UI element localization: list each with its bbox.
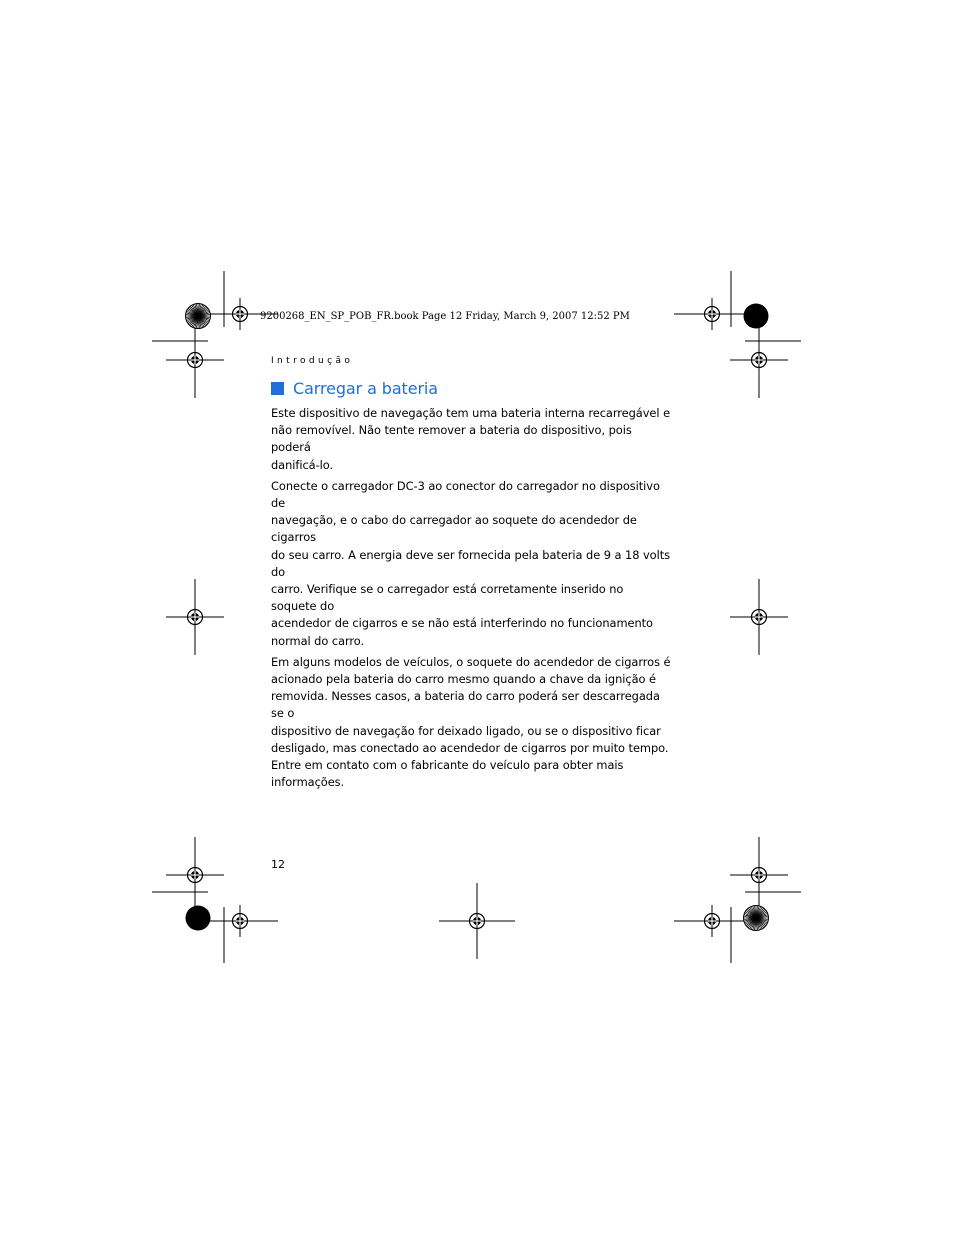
paragraph-1: Este dispositivo de navegação tem uma bateria interna recarregável e não removível. Não tente remover a bateria do dispositivo, pois poderá danificá-lo.	[271, 406, 671, 472]
solid-circle-icon	[186, 906, 211, 931]
section-label: Introdução	[271, 356, 354, 366]
page-number: 12	[271, 858, 285, 871]
crosshair-icon	[730, 322, 788, 398]
crosshair-icon	[730, 579, 788, 655]
paragraph-2: Conecte o carregador DC-3 ao conector do carregador no dispositivo de navegação, e o cabo do carregador ao soquete do acendedor de cigarros do seu carro. A energia deve ser fornecida pela bateria de 9 a 18 volts do carro. Verifique se o carregador está corretamente inserido no soquete do acendedor de cigarros e se não está interferindo no funcionamento normal do carro.	[271, 478, 671, 648]
crosshair-icon	[439, 883, 515, 959]
crosshair-icon	[166, 837, 224, 913]
crosshair-icon	[674, 905, 750, 937]
crosshair-icon	[674, 298, 750, 330]
crosshair-icon	[166, 322, 224, 398]
section-heading	[271, 379, 438, 398]
crosshair-icon	[202, 905, 278, 937]
solid-circle-icon	[744, 304, 769, 329]
starburst-icon	[186, 304, 211, 329]
heading-title: Carregar a bateria	[293, 379, 438, 398]
square-bullet-icon	[271, 382, 284, 395]
crosshair-icon	[166, 579, 224, 655]
paragraph-3: Em alguns modelos de veículos, o soquete do acendedor de cigarros é acionado pela bateria do carro mesmo quando a chave da ignição é removida. Nesses casos, a bateria do carro poderá ser descarregada se o dispositivo de navegação for deixado ligado, ou se o dispositivo ficar desligado, mas conectado ao acendedor de cigarros por muito tempo. Entre em contato com o fabricante do veículo para obter mais informações.	[271, 654, 671, 790]
crosshair-icon	[730, 837, 788, 913]
starburst-icon	[744, 906, 769, 931]
body-text	[271, 405, 671, 795]
book-header: 9200268_EN_SP_POB_FR.book Page 12 Friday, March 9, 2007 12:52 PM	[260, 311, 630, 322]
